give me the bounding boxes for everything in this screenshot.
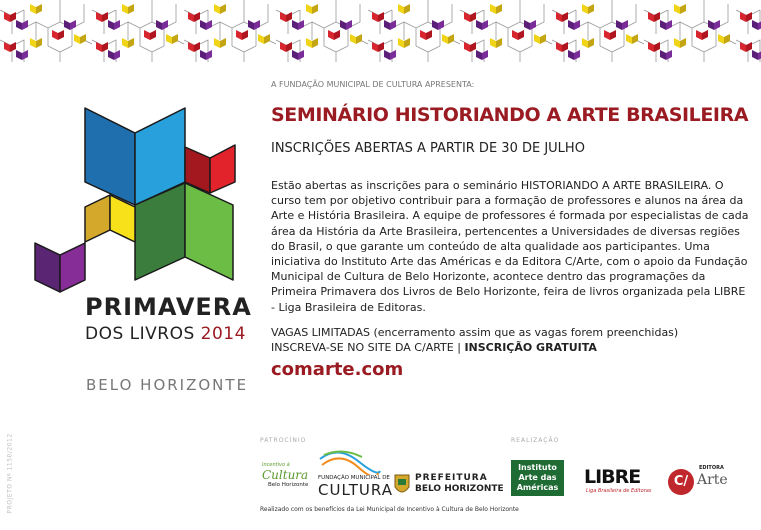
incentivo-cultura-logo	[262, 462, 308, 489]
page-title: SEMINÁRIO HISTORIANDO A ARTE BRASILEIRA	[271, 104, 749, 126]
libre-subtitle: Liga Brasileira de Editoras	[586, 488, 652, 494]
libre-logo-group	[584, 467, 651, 494]
incentivo-city: Belo Horizonte	[268, 482, 309, 488]
fmc-logo	[318, 475, 393, 498]
main-content	[271, 178, 749, 381]
logo-subtitle	[85, 324, 246, 344]
primavera-logo-books	[0, 0, 250, 300]
footnote: Realizado com os benefícios da Lei Municipal de Incentivo à Cultura de Belo Horizonte	[260, 506, 519, 513]
logo-city: BELO HORIZONTE	[86, 376, 249, 394]
pbh-line1: PREFEITURA	[415, 473, 488, 483]
instituto-logo: Instituto Arte das Américas	[511, 460, 564, 496]
logo-year: 2014	[200, 324, 246, 344]
logo-subtitle-text: DOS LIVROS	[85, 324, 195, 344]
page-subtitle: INSCRIÇÕES ABERTAS A PARTIR DE 30 DE JULHO	[271, 141, 585, 156]
gratuita-text: INSCRIÇÃO GRATUITA	[464, 341, 597, 355]
fmc-swoosh-icon	[318, 447, 382, 475]
pbh-line2: BELO HORIZONTE	[415, 484, 504, 494]
pbh-coat-of-arms-icon	[393, 471, 411, 497]
incentivo-main: Cultura	[262, 468, 309, 482]
fmc-main: CULTURA	[318, 481, 393, 499]
carte-arte: Arte	[697, 472, 728, 488]
website-link[interactable]: comarte.com	[271, 359, 404, 381]
realizacao-label: REALIZAÇÃO	[511, 437, 560, 444]
kicker: A FUNDAÇÃO MUNICIPAL DE CULTURA APRESENTA:	[271, 80, 475, 89]
carte-editora: EDITORA	[699, 465, 724, 471]
libre-logo: LIBRE	[584, 466, 641, 488]
fmc-top: FUNDAÇÃO MUNICIPAL DE	[318, 475, 390, 481]
description-paragraph: Estão abertas as inscrições para o seminário HISTORIANDO A ARTE BRASILEIRA. O curso tem por objetivo contribuir para a formação de professores e alunos na área da Arte e História Brasileira. A equipe de professores é formada por especialistas de cada área da História da Arte Brasileira, pertencentes a Universidades de diversas regiões do Brasil, o que garante um conteúdo de alta qualidade aos participantes. Uma iniciativa do Instituto Arte das Américas e da Editora C/Arte, com o apoio da Fundação Municipal de Cultura de Belo Horizonte, acontece dentro das programações da Primeira Primavera dos Livros de Belo Horizonte, feira de livros organizada pela LIBRE - Liga Brasileira de Editoras.	[271, 179, 749, 314]
carte-logo-circle: C/	[668, 469, 694, 495]
incentivo-top: Incentivo à	[262, 462, 290, 468]
logo-title: PRIMAVERA	[85, 293, 252, 321]
project-number: PROJETO Nº 1150/2012	[6, 433, 14, 514]
inscreva-text: INSCREVA-SE NO SITE DA C/ARTE |	[271, 341, 465, 355]
vagas-text: VAGAS LIMITADAS (encerramento assim que as vagas forem preenchidas)	[271, 325, 679, 339]
pbh-logo	[415, 473, 504, 495]
patrocinio-label: PATROCÍNIO	[260, 437, 307, 444]
registration-info	[271, 325, 749, 355]
carte-logo-text	[697, 465, 728, 488]
